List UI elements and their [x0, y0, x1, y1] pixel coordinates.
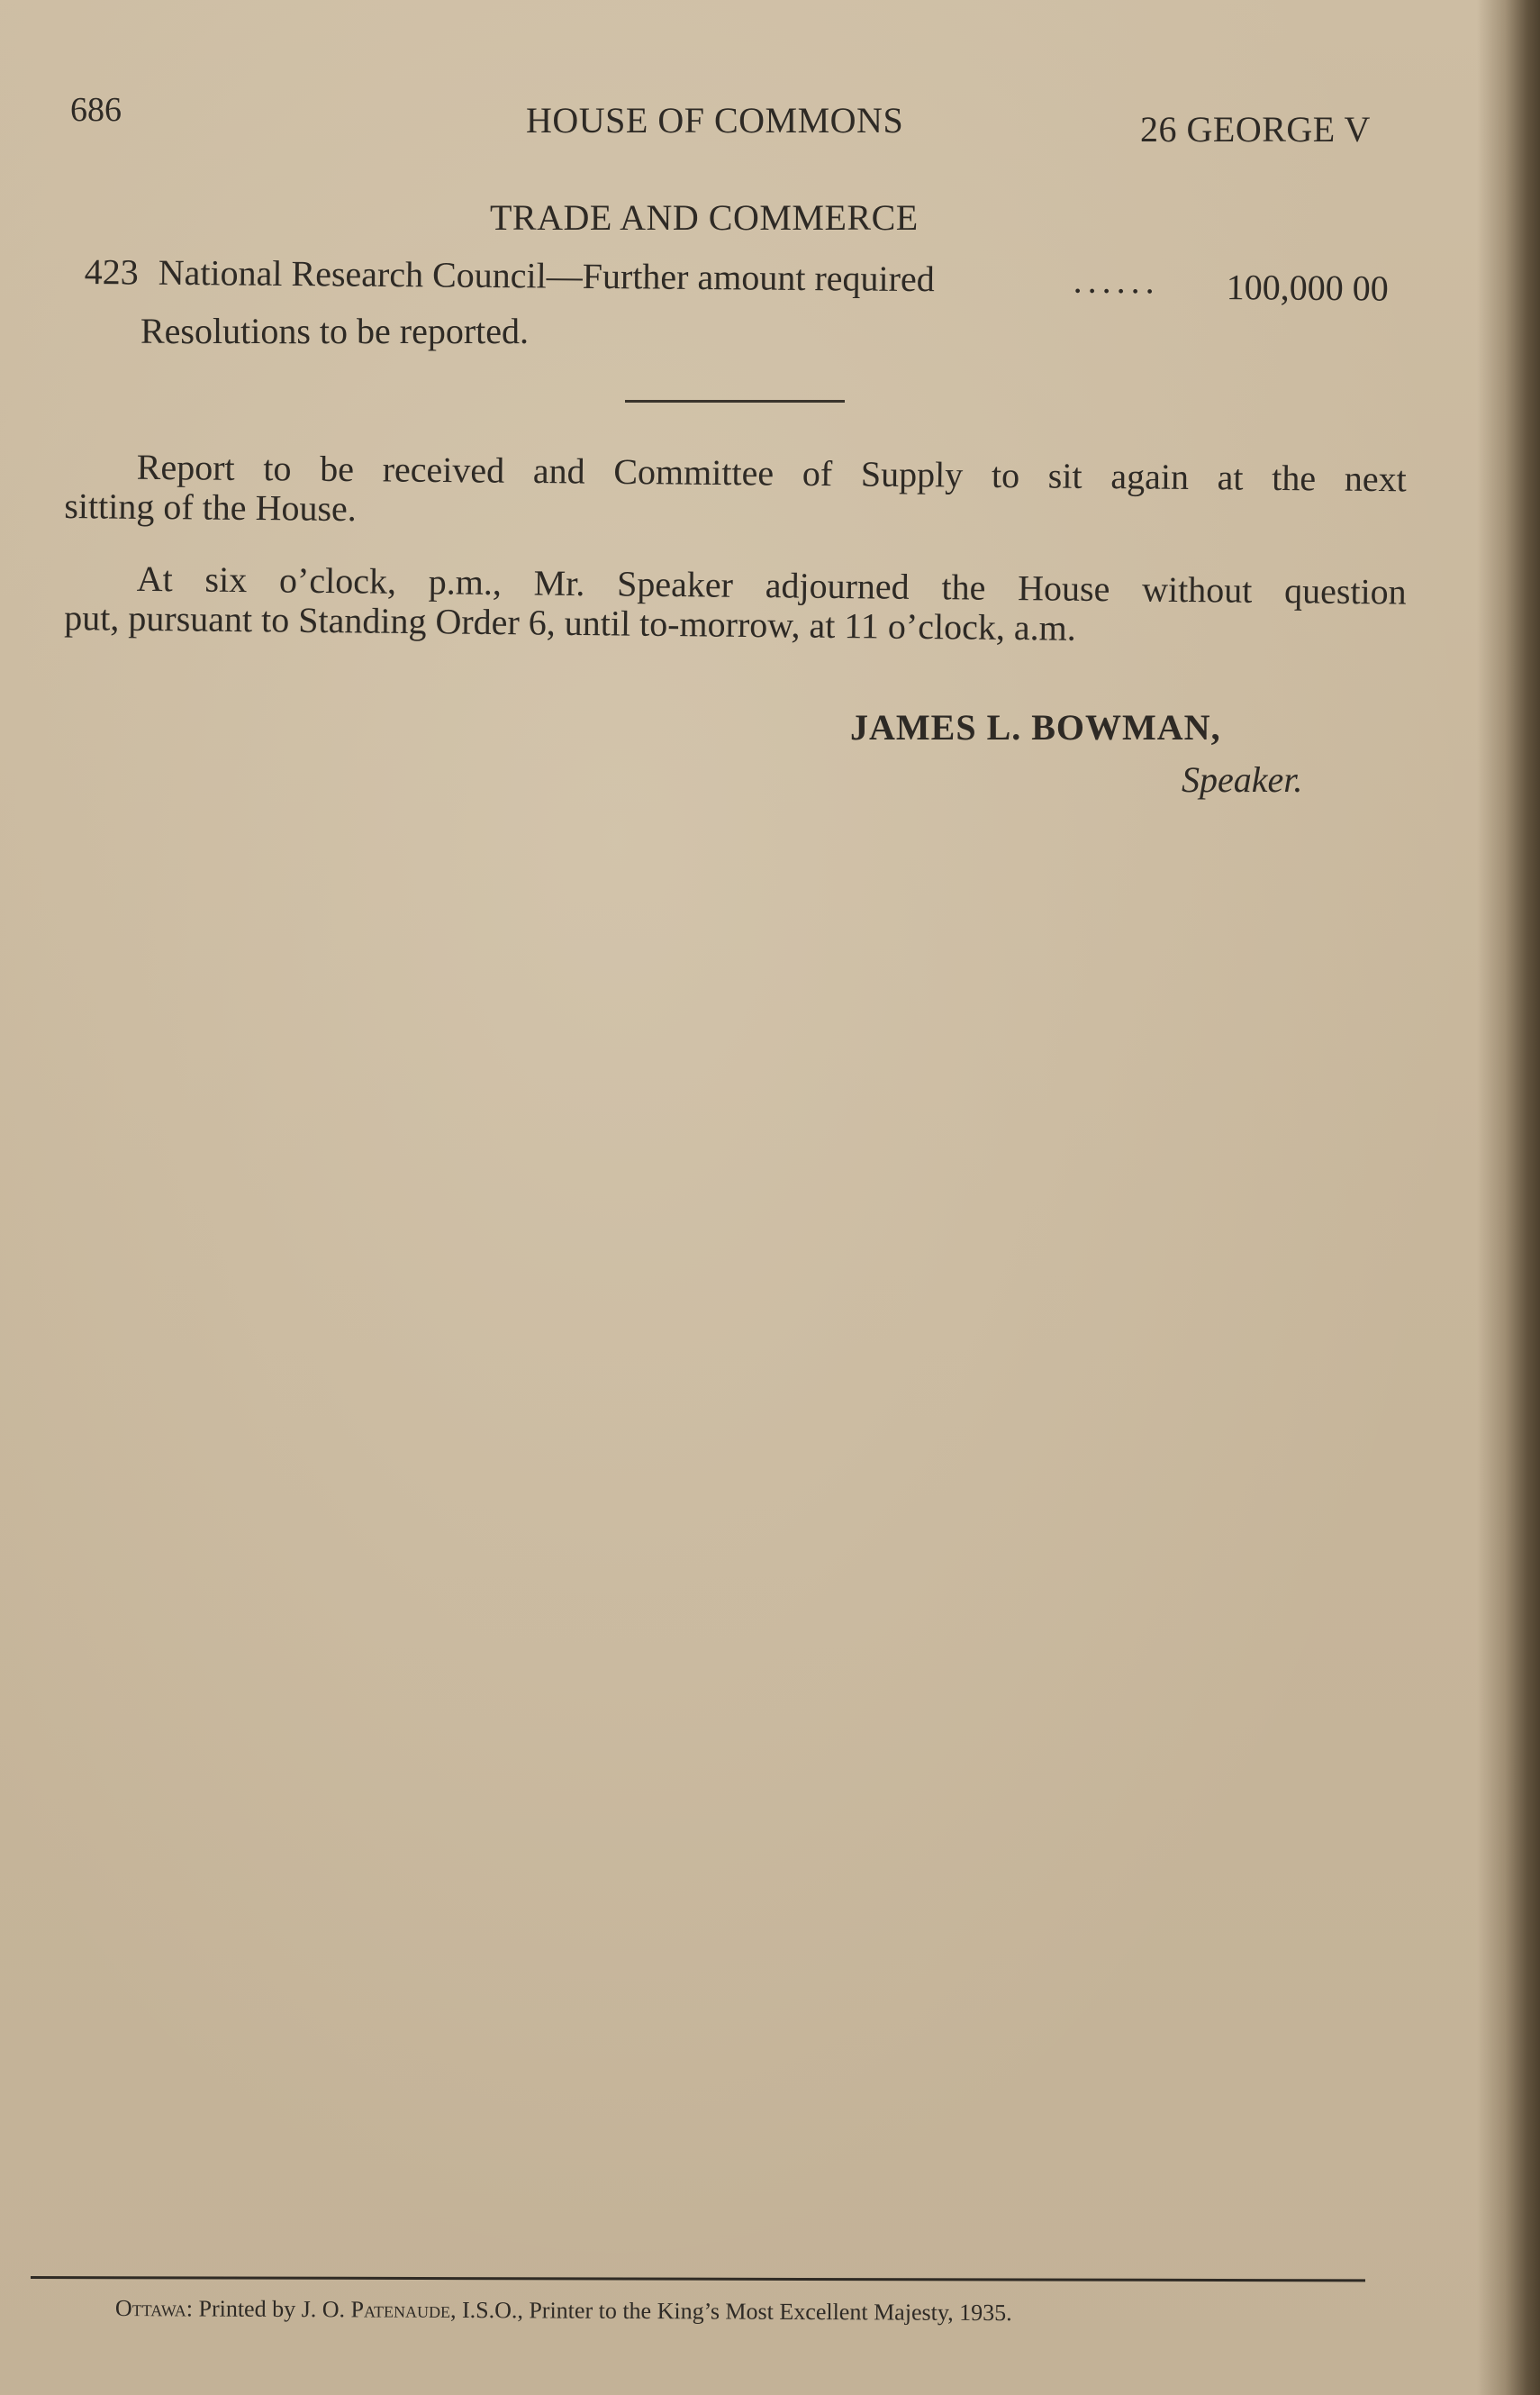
paragraph-line: put, pursuant to Standing Order 6, until to-morrow, at 11 o’clock, a.m. — [64, 596, 1076, 649]
running-head: HOUSE OF COMMONS — [526, 100, 904, 141]
imprint-place: Ottawa — [114, 2295, 186, 2322]
report-paragraph — [64, 447, 1407, 539]
regnal-year: 26 GEORGE V — [1140, 109, 1371, 150]
dot-leader: ...... — [1073, 259, 1160, 302]
vote-description: National Research Council—Further amount required — [158, 251, 935, 300]
imprint-text: : Printed by J. O. — [186, 2295, 351, 2323]
paragraph-line: sitting of the House. — [64, 485, 357, 530]
section-heading: TRADE AND COMMERCE — [490, 197, 919, 238]
page-number: 686 — [70, 91, 122, 129]
signature-name: JAMES L. BOWMAN, — [850, 707, 1221, 748]
vote-line — [84, 250, 1409, 309]
paragraph-line: Report to be received and Committee of Supply to sit again at the next — [136, 446, 1407, 500]
section-divider — [625, 400, 845, 403]
signature-title: Speaker. — [1182, 759, 1303, 800]
footer-rule — [31, 2276, 1365, 2282]
vote-amount: 100,000 00 — [1226, 267, 1389, 309]
imprint-rest: , I.S.O., Printer to the King’s Most Excellent Majesty, 1935. — [449, 2296, 1012, 2327]
adjournment-paragraph — [64, 558, 1407, 652]
imprint-printer: Patenaude — [350, 2296, 451, 2323]
binding-shadow — [1477, 0, 1540, 2395]
printer-imprint — [115, 2295, 1012, 2327]
vote-number: 423 — [84, 250, 139, 293]
paragraph-line: At six o’clock, p.m., Mr. Speaker adjourned the House without question — [136, 558, 1407, 612]
resolutions-note: Resolutions to be reported. — [140, 311, 530, 351]
